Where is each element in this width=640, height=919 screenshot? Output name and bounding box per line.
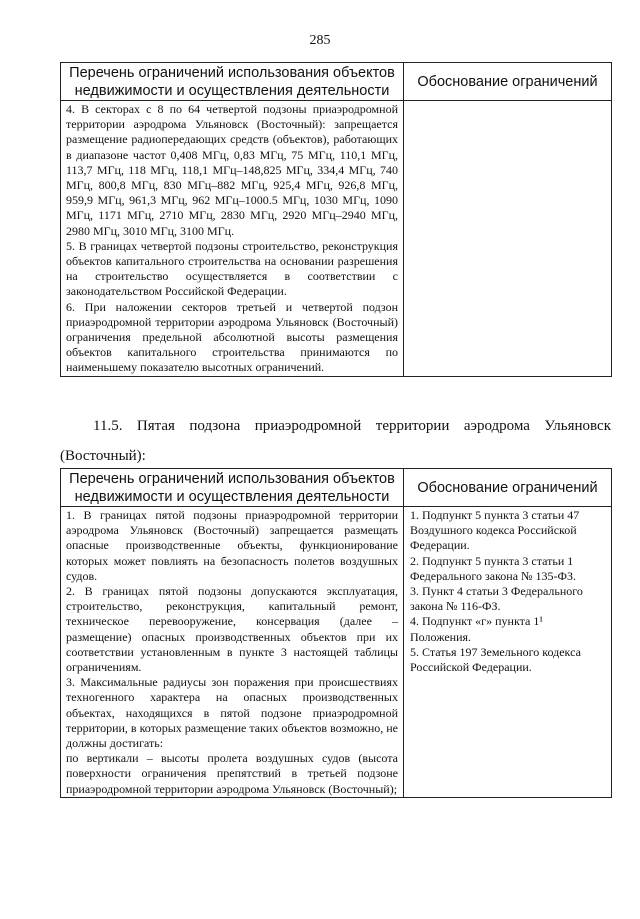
restriction-item: 3. Максимальные радиусы зон поражения при происшествиях техногенного характера на опасных производственных объектах, находящихся в пятой подзоне приаэродромной территории, в которых размещение таких объектов возможно, не должны достигать: <box>66 675 398 751</box>
justification-cell <box>404 507 612 798</box>
header-restrictions-list: Перечень ограничений использования объектов недвижимости и осуществления деятельности <box>61 469 404 507</box>
restriction-item: 2. В границах пятой подзоны допускаются эксплуатация, строительство, реконструкция, капитальный ремонт, техническое перевооружение, консервация (далее – размещение) опасных производственных объектов при их соответствии установленным в пункте 3 настоящей таблицы ограничениям. <box>66 584 398 675</box>
restriction-item: 5. В границах четвертой подзоны строительство, реконструкция объектов капитального строительства на основании разрешения на строительство осуществляется в соответствии с законодательством Российской Федерации. <box>66 238 398 299</box>
justification-item: 1. Подпункт 5 пункта 3 статьи 47 Воздушного кодекса Российской Федерации. <box>410 508 580 553</box>
restrictions-table-subzone-4 <box>60 62 612 377</box>
justification-cell <box>404 101 612 377</box>
page-number: 285 <box>309 33 331 48</box>
restriction-item: 6. При наложении секторов третьей и четвертой подзон приаэродромной территории аэродрома Ульяновск (Восточный) ограничения предельной абсолютной высоты размещения объектов капитального строительства принимаются по наименьшему показателю высотных ограничений. <box>66 299 398 375</box>
table-row <box>61 101 612 377</box>
restriction-item: 1. В границах пятой подзоны приаэродромной территории аэродрома Ульяновск (Восточный) запрещается размещать опасные производственные объекты, функционирование которых может повлиять на безопасность полетов воздушных судов. <box>66 508 398 583</box>
restrictions-table-subzone-5 <box>60 468 612 798</box>
restriction-item: по вертикали – высоты пролета воздушных судов (высота поверхности ограничения препятствий в третьей подзоне приаэродромной территории аэродрома Ульяновск (Восточный); <box>66 751 398 796</box>
justification-item: 4. Подпункт «г» пункта 1¹ Положения. <box>410 614 543 644</box>
justification-item: 3. Пункт 4 статьи 3 Федерального закона № 116-ФЗ. <box>410 584 583 614</box>
justification-item: 5. Статья 197 Земельного кодекса Российской Федерации. <box>410 644 581 675</box>
table-header-row <box>61 63 612 101</box>
restrictions-cell <box>61 101 404 377</box>
header-justification: Обоснование ограничений <box>404 63 612 101</box>
section-heading-text: 11.5. Пятая подзона приаэродромной территории аэродрома Ульяновск (Восточный): <box>60 418 611 464</box>
restriction-item: 4. В секторах с 8 по 64 четвертой подзоны приаэродромной территории аэродрома Ульяновск (Восточный): запрещается размещение радиопередающих средств (объектов), работающих в диапазоне частот 0,408 МГц, 0,83 МГц, 75 МГц, 110,1 МГц, 113,7 МГц, 118 МГц, 118,1 МГц–148,825 МГц, 334,4 МГц, 740 МГц, 800,8 МГц, 830 МГц–882 МГц, 925,4 МГц, 926,8 МГц, 959,9 МГц, 961,3 МГц, 962 МГц–1000.5 МГц, 1030 МГц, 1090 МГц, 1171 МГц, 2710 МГц, 2830 МГц, 2920 МГц–2940 МГц, 2980 МГц, 3010 МГц, 3100 МГц. <box>66 102 398 238</box>
header-restrictions-list: Перечень ограничений использования объектов недвижимости и осуществления деятельности <box>61 63 404 101</box>
table-row <box>61 507 612 798</box>
justification-item: 2. Подпункт 5 пункта 3 статьи 1 Федерального закона № 135-ФЗ. <box>410 553 576 583</box>
header-justification: Обоснование ограничений <box>404 469 612 507</box>
restrictions-cell <box>61 507 404 798</box>
table-header-row <box>61 469 612 507</box>
section-heading-11-5 <box>60 411 611 471</box>
